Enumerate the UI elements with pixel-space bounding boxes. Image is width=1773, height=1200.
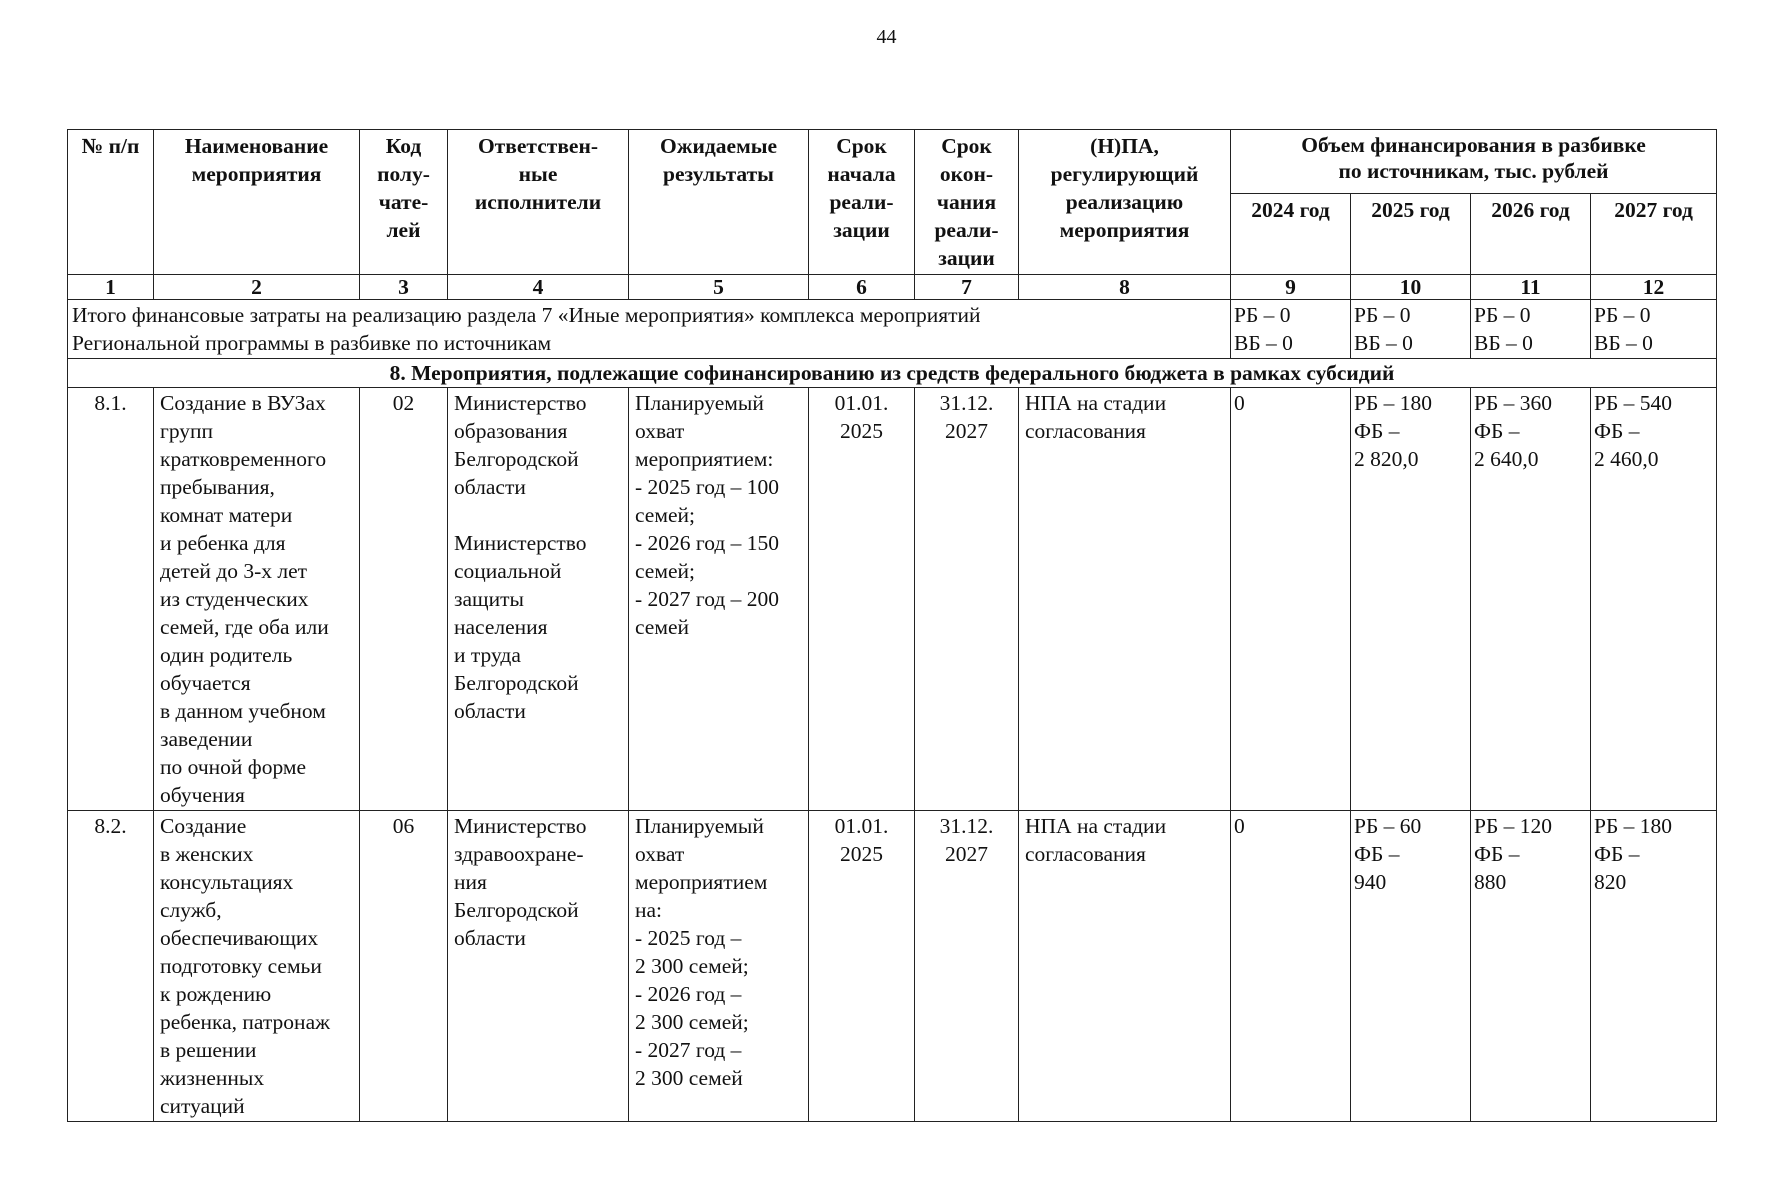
header-year-2024: 2024 год — [1231, 194, 1351, 275]
column-number: 9 — [1231, 275, 1351, 300]
total-label: Итого финансовые затраты на реализацию раздела 7 «Иные мероприятия» комплекса мероприятий Региональной программы в разбивке по источникам — [68, 300, 1231, 359]
row-start-date: 01.01. 2025 — [809, 811, 915, 1122]
row-funding-2024: 0 — [1231, 388, 1351, 811]
total-2025: РБ – 0 ВБ – 0 — [1351, 300, 1471, 359]
column-numbers-row — [68, 275, 1717, 300]
section-title: 8. Мероприятия, подлежащие софинансированию из средств федерального бюджета в рамках субсидий — [68, 359, 1717, 388]
header-code: Код полу- чате- лей — [360, 130, 448, 275]
header-year-2026: 2026 год — [1471, 194, 1591, 275]
row-funding-2027: РБ – 540 ФБ – 2 460,0 — [1591, 388, 1717, 811]
column-number: 2 — [154, 275, 360, 300]
column-number: 4 — [448, 275, 629, 300]
header-year-2025: 2025 год — [1351, 194, 1471, 275]
column-number: 8 — [1019, 275, 1231, 300]
row-number: 8.2. — [68, 811, 154, 1122]
page-number: 44 — [876, 26, 897, 48]
total-2026: РБ – 0 ВБ – 0 — [1471, 300, 1591, 359]
column-number: 11 — [1471, 275, 1591, 300]
row-end-date: 31.12. 2027 — [915, 811, 1019, 1122]
row-executors: Министерство образования Белгородской области Министерство социальной защиты населения и труда Белгородской области — [448, 388, 629, 811]
row-code: 02 — [360, 388, 448, 811]
column-number: 6 — [809, 275, 915, 300]
row-start-date: 01.01. 2025 — [809, 388, 915, 811]
row-funding-2025: РБ – 180 ФБ – 2 820,0 — [1351, 388, 1471, 811]
header-funding: Объем финансирования в разбивке по источникам, тыс. рублей — [1231, 130, 1717, 194]
section-row — [68, 359, 1717, 388]
row-results: Планируемый охват мероприятием: - 2025 год – 100 семей; - 2026 год – 150 семей; - 2027 год – 200 семей — [629, 388, 809, 811]
header-results: Ожидаемые результаты — [629, 130, 809, 275]
row-results: Планируемый охват мероприятием на: - 2025 год – 2 300 семей; - 2026 год – 2 300 семей; - 2027 год – 2 300 семей — [629, 811, 809, 1122]
header-start: Срок начала реали- зации — [809, 130, 915, 275]
header-year-2027: 2027 год — [1591, 194, 1717, 275]
total-row — [68, 300, 1717, 359]
row-funding-2027: РБ – 180 ФБ – 820 — [1591, 811, 1717, 1122]
row-measure-name: Создание в ВУЗах групп кратковременного пребывания, комнат матери и ребенка для детей до 3-х лет из студенческих семей, где оба или один родитель обучается в данном учебном заведении по очной форме обучения — [154, 388, 360, 811]
row-npa: НПА на стадии согласования — [1019, 388, 1231, 811]
column-number: 7 — [915, 275, 1019, 300]
header-name: Наименование мероприятия — [154, 130, 360, 275]
total-2024: РБ – 0 ВБ – 0 — [1231, 300, 1351, 359]
row-end-date: 31.12. 2027 — [915, 388, 1019, 811]
row-funding-2025: РБ – 60 ФБ – 940 — [1351, 811, 1471, 1122]
column-number: 3 — [360, 275, 448, 300]
row-number: 8.1. — [68, 388, 154, 811]
row-measure-name: Создание в женских консультациях служб, обеспечивающих подготовку семьи к рождению ребенка, патронаж в решении жизненных ситуаций — [154, 811, 360, 1122]
column-number: 1 — [68, 275, 154, 300]
table-row — [68, 811, 1717, 1122]
column-number: 10 — [1351, 275, 1471, 300]
header-end: Срок окон- чания реали- зации — [915, 130, 1019, 275]
total-2027: РБ – 0 ВБ – 0 — [1591, 300, 1717, 359]
header-num: № п/п — [68, 130, 154, 275]
header-row — [68, 130, 1717, 194]
column-number: 12 — [1591, 275, 1717, 300]
row-funding-2026: РБ – 120 ФБ – 880 — [1471, 811, 1591, 1122]
row-code: 06 — [360, 811, 448, 1122]
row-executors: Министерство здравоохране- ния Белгородской области — [448, 811, 629, 1122]
row-npa: НПА на стадии согласования — [1019, 811, 1231, 1122]
header-executors: Ответствен- ные исполнители — [448, 130, 629, 275]
measures-table — [67, 129, 1717, 1122]
column-number: 5 — [629, 275, 809, 300]
row-funding-2024: 0 — [1231, 811, 1351, 1122]
row-funding-2026: РБ – 360 ФБ – 2 640,0 — [1471, 388, 1591, 811]
table-row — [68, 388, 1717, 811]
header-npa: (Н)ПА, регулирующий реализацию мероприятия — [1019, 130, 1231, 275]
